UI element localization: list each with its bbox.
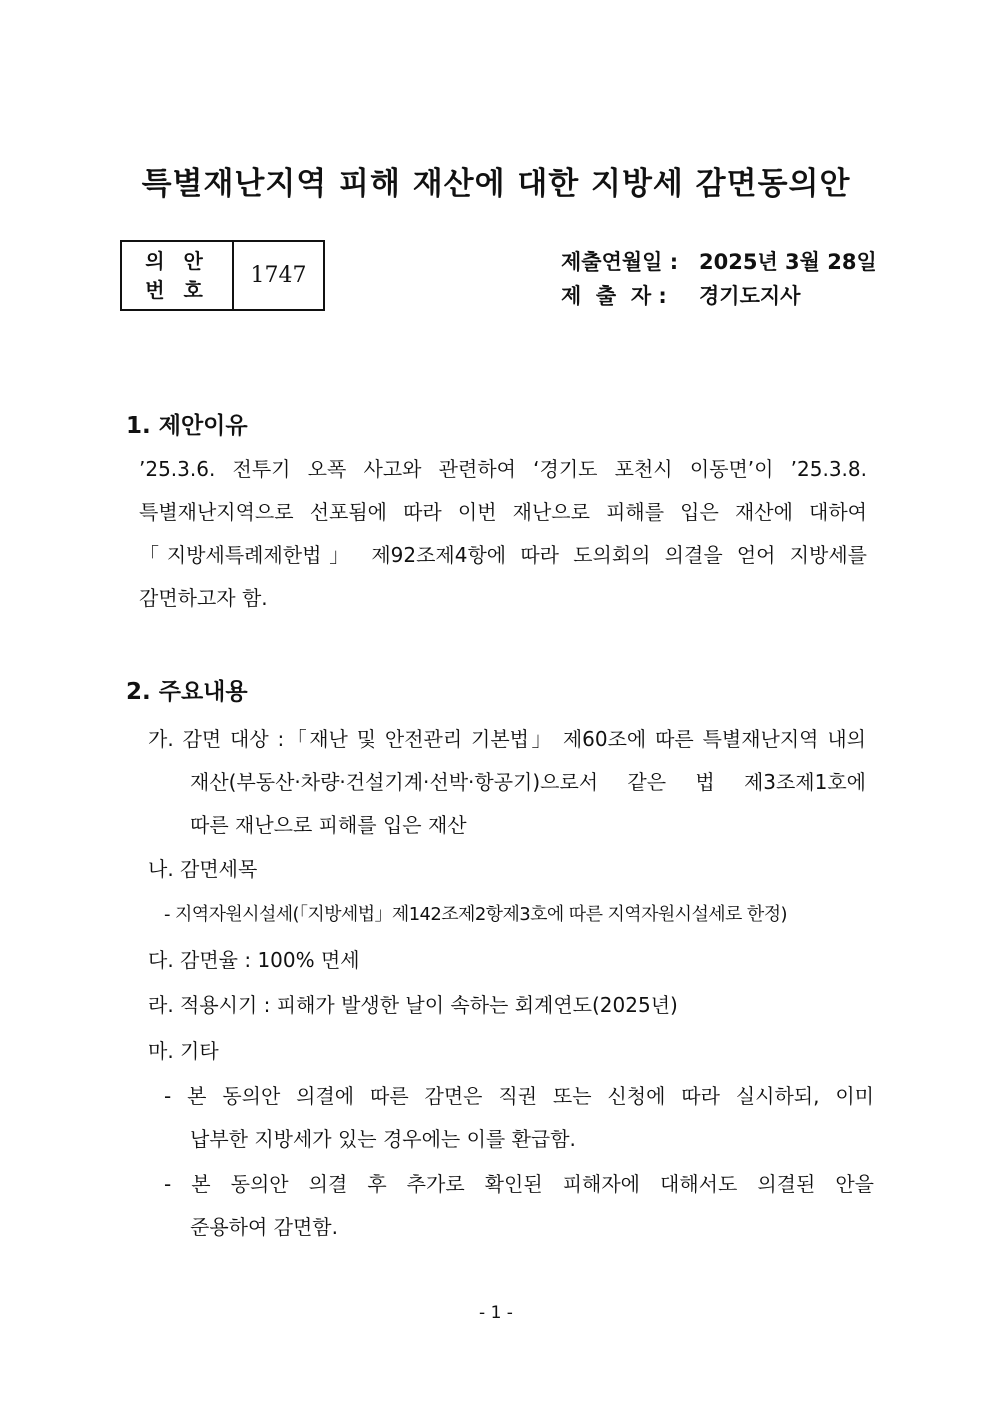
section1-line: 「지방세특례제한법」 제92조제4항에 따라 도의회의 의결을 얻어 지방세를: [139, 543, 867, 567]
section2-item: 라. 적용시기 : 피해가 발생한 날이 속하는 회계연도(2025년): [148, 993, 678, 1017]
section2-item: 나. 감면세목: [148, 857, 258, 881]
section2-item: - 본 동의안 의결에 따른 감면은 직권 또는 신청에 따라 실시하되, 이미: [164, 1084, 874, 1108]
page-number: - 1 -: [479, 1303, 513, 1323]
bill-label-line2: 번 호: [145, 277, 209, 302]
section1-heading: 1. 제안이유: [126, 413, 248, 439]
submission-date-row: [561, 246, 877, 276]
document-title: 특별재난지역 피해 재산에 대한 지방세 감면동의안: [141, 166, 851, 202]
bill-number-box: [120, 240, 325, 311]
section2-item: 준용하여 감면함.: [190, 1215, 338, 1239]
section1-line: 감면하고자 함.: [139, 586, 268, 610]
bill-number-value: 1747: [250, 263, 307, 288]
section2-heading: 2. 주요내용: [126, 679, 248, 705]
section2-item: 재산(부동산·차량·건설기계·선박·항공기)으로서 같은 법 제3조제1호에: [190, 770, 866, 794]
section2-item: 납부한 지방세가 있는 경우에는 이를 환급함.: [190, 1127, 576, 1151]
section1-line: ’25.3.6. 전투기 오폭 사고와 관련하여 ‘경기도 포천시 이동면’이 ’25.3.8.: [139, 457, 867, 481]
submission-date-value: 2025년 3월 28일: [699, 250, 877, 274]
section2-item: 가. 감면 대상 :「재난 및 안전관리 기본법」 제60조에 따른 특별재난지역 내의: [148, 727, 866, 751]
section2-item: 따른 재난으로 피해를 입은 재산: [190, 813, 467, 837]
submitter-label: 제 출 자 :: [561, 284, 667, 308]
submission-date-label: 제출연월일 :: [561, 250, 679, 274]
section2-item: - 본 동의안 의결 후 추가로 확인된 피해자에 대해서도 의결된 안을: [164, 1172, 874, 1196]
bill-label-line1: 의 안: [145, 248, 209, 273]
section2-item: 마. 기타: [148, 1039, 219, 1063]
section2-item: - 지역자원시설세(「지방세법」제142조제2항제3호에 따른 지역자원시설세로 한정): [164, 904, 787, 925]
submitter-value: 경기도지사: [699, 284, 801, 308]
section2-item: 다. 감면율 : 100% 면세: [148, 948, 360, 972]
bill-number-label: [122, 242, 234, 309]
section1-line: 특별재난지역으로 선포됨에 따라 이번 재난으로 피해를 입은 재산에 대하여: [139, 500, 867, 524]
submitter-row: [561, 280, 800, 310]
